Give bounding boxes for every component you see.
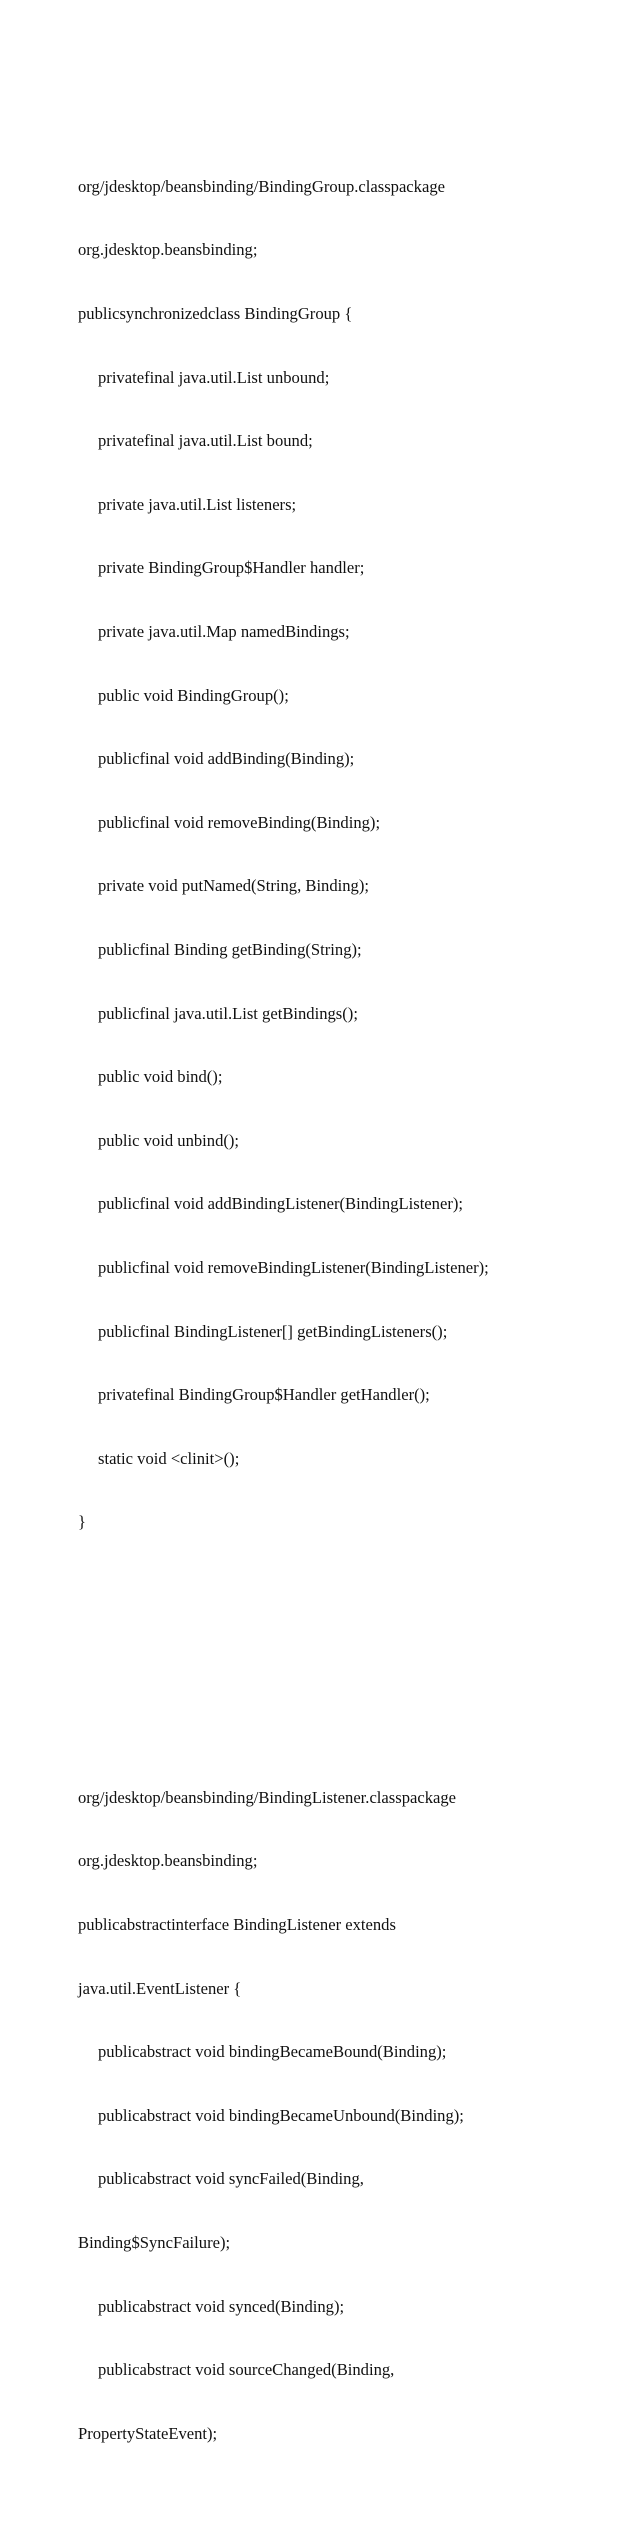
code-line: public void BindingGroup(); [98,685,289,705]
code-line: privatefinal BindingGroup$Handler getHandler(); [98,1385,430,1405]
code-line: private java.util.List listeners; [98,494,297,514]
code-line: publicfinal void removeBindingListener(BindingListener); [98,1257,489,1277]
code-line: privatefinal java.util.List bound; [98,431,313,451]
code-line: publicfinal BindingListener[] getBindingListeners(); [98,1321,448,1341]
code-line: Binding$SyncFailure); [78,2233,231,2253]
code-line: org.jdesktop.beansbinding; [78,1851,258,1871]
code-line: org.jdesktop.beansbinding; [78,240,258,260]
class-block-binding-listener [78,1744,618,2486]
code-line: org/jdesktop/beansbinding/BindingGroup.classpackage [78,176,445,196]
code-line: publicabstract void bindingBecameBound(Binding); [98,2042,447,2062]
code-line: publicabstract void bindingBecameUnbound(Binding); [98,2105,464,2125]
code-line: org/jdesktop/beansbinding/BindingListener.classpackage [78,1787,457,1807]
code-line: public void unbind(); [98,1130,240,1150]
code-line: private void putNamed(String, Binding); [98,876,369,896]
code-line: publicabstract void sourceChanged(Binding, [98,2360,395,2380]
code-line: } [78,1512,86,1532]
code-line: publicfinal void addBinding(Binding); [98,749,355,769]
code-line: publicabstractinterface BindingListener extends [78,1915,396,1935]
code-line: publicfinal void addBindingListener(BindingListener); [98,1194,463,1214]
block-spacer [78,1638,618,1680]
code-line: publicabstract void synced(Binding); [98,2296,345,2316]
class-block-binding-group [78,133,618,1574]
code-line: static void <clinit>(); [98,1448,240,1468]
code-line: PropertyStateEvent); [78,2423,218,2443]
code-line: privatefinal java.util.List unbound; [98,367,330,387]
code-listing [78,91,618,2529]
code-line: publicfinal void removeBinding(Binding); [98,812,381,832]
code-line: publicsynchronizedclass BindingGroup { [78,304,353,323]
code-line: public void bind(); [98,1067,223,1087]
code-line: publicabstract void syncFailed(Binding, [98,2169,364,2189]
code-line: private java.util.Map namedBindings; [98,621,350,641]
code-line: publicfinal Binding getBinding(String); [98,939,362,959]
code-line: publicfinal java.util.List getBindings(); [98,1003,358,1023]
code-line: private BindingGroup$Handler handler; [98,558,365,578]
code-line: java.util.EventListener { [78,1978,242,1998]
